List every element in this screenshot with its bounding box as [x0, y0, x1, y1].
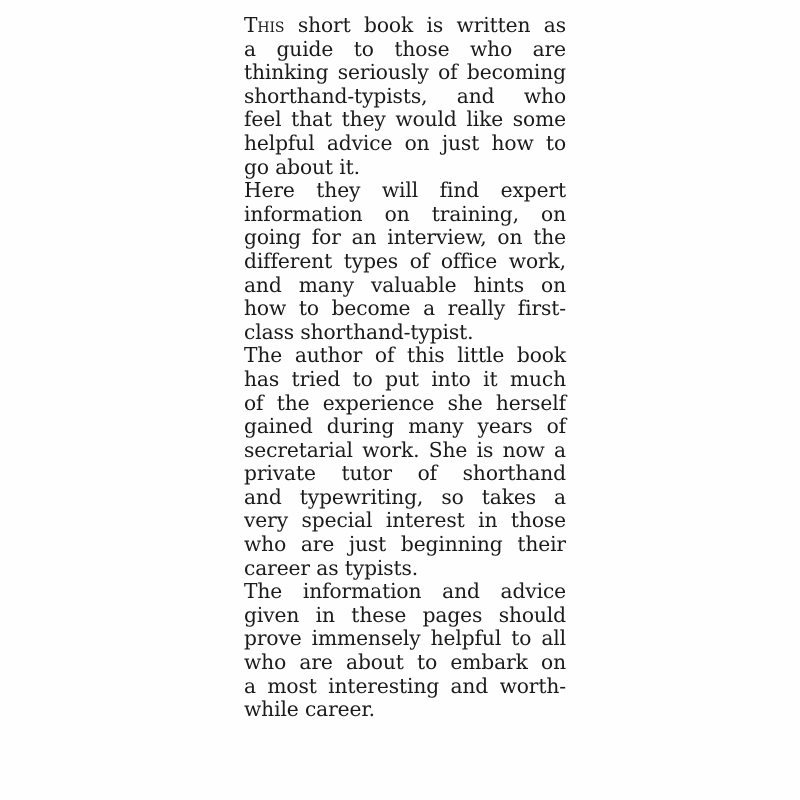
paragraph-4-line-6: while career.	[244, 697, 375, 722]
paragraph-4-line-3: prove immensely helpful to all	[244, 626, 566, 651]
paragraph-1-line-1: This short book is written as	[244, 13, 566, 37]
paragraph-3-line-7: and typewriting, so takes a	[244, 484, 566, 509]
paragraph-2-line-1: Here they will find expert	[244, 178, 566, 203]
paragraph-1-line-6: helpful advice on just how to	[244, 130, 566, 155]
paragraph-3-line-8: very special interest in those	[244, 508, 566, 533]
blurb-paragraph-4	[244, 580, 566, 722]
paragraph-4-line-5: a most interesting and worth-	[244, 673, 566, 698]
paragraph-1-line-5: feel that they would like some	[244, 107, 566, 132]
paragraph-2-line-6: how to become a really first-	[244, 296, 566, 321]
paragraph-3-line-3: of the experience she herself	[244, 390, 566, 415]
paragraph-3-line-9: who are just beginning their	[244, 532, 566, 557]
paragraph-2-line-2: information on training, on	[244, 201, 566, 226]
paragraph-4-line-4: who are about to embark on	[244, 650, 566, 675]
blurb-text-column	[244, 14, 566, 722]
paragraph-2-line-4: different types of office work,	[244, 248, 566, 273]
paragraph-1-line-3: thinking seriously of becoming	[244, 60, 566, 85]
paragraph-3-line-10: career as typists.	[244, 555, 419, 580]
opening-word: This	[244, 13, 285, 37]
paragraph-1-line-4: shorthand-typists, and who	[244, 83, 566, 108]
paragraph-4-line-2: given in these pages should	[244, 602, 566, 627]
paragraph-1-line-2: a guide to those who are	[244, 36, 566, 61]
paragraph-3-line-1: The author of this little book	[244, 343, 566, 368]
blurb-paragraph-1	[244, 14, 566, 179]
paragraph-3-line-4: gained during many years of	[244, 414, 566, 439]
blurb-paragraph-3	[244, 344, 566, 580]
paragraph-1-line-7: go about it.	[244, 154, 360, 179]
paragraph-3-line-2: has tried to put into it much	[244, 366, 566, 391]
paragraph-2-line-3: going for an interview, on the	[244, 225, 566, 250]
paragraph-4-line-1: The information and advice	[244, 579, 566, 604]
paragraph-3-line-5: secretarial work. She is now a	[244, 437, 566, 462]
paragraph-2-line-7: class shorthand-typist.	[244, 319, 474, 344]
blurb-paragraph-2	[244, 179, 566, 344]
paragraph-3-line-6: private tutor of shorthand	[244, 461, 566, 486]
paragraph-2-line-5: and many valuable hints on	[244, 272, 566, 297]
